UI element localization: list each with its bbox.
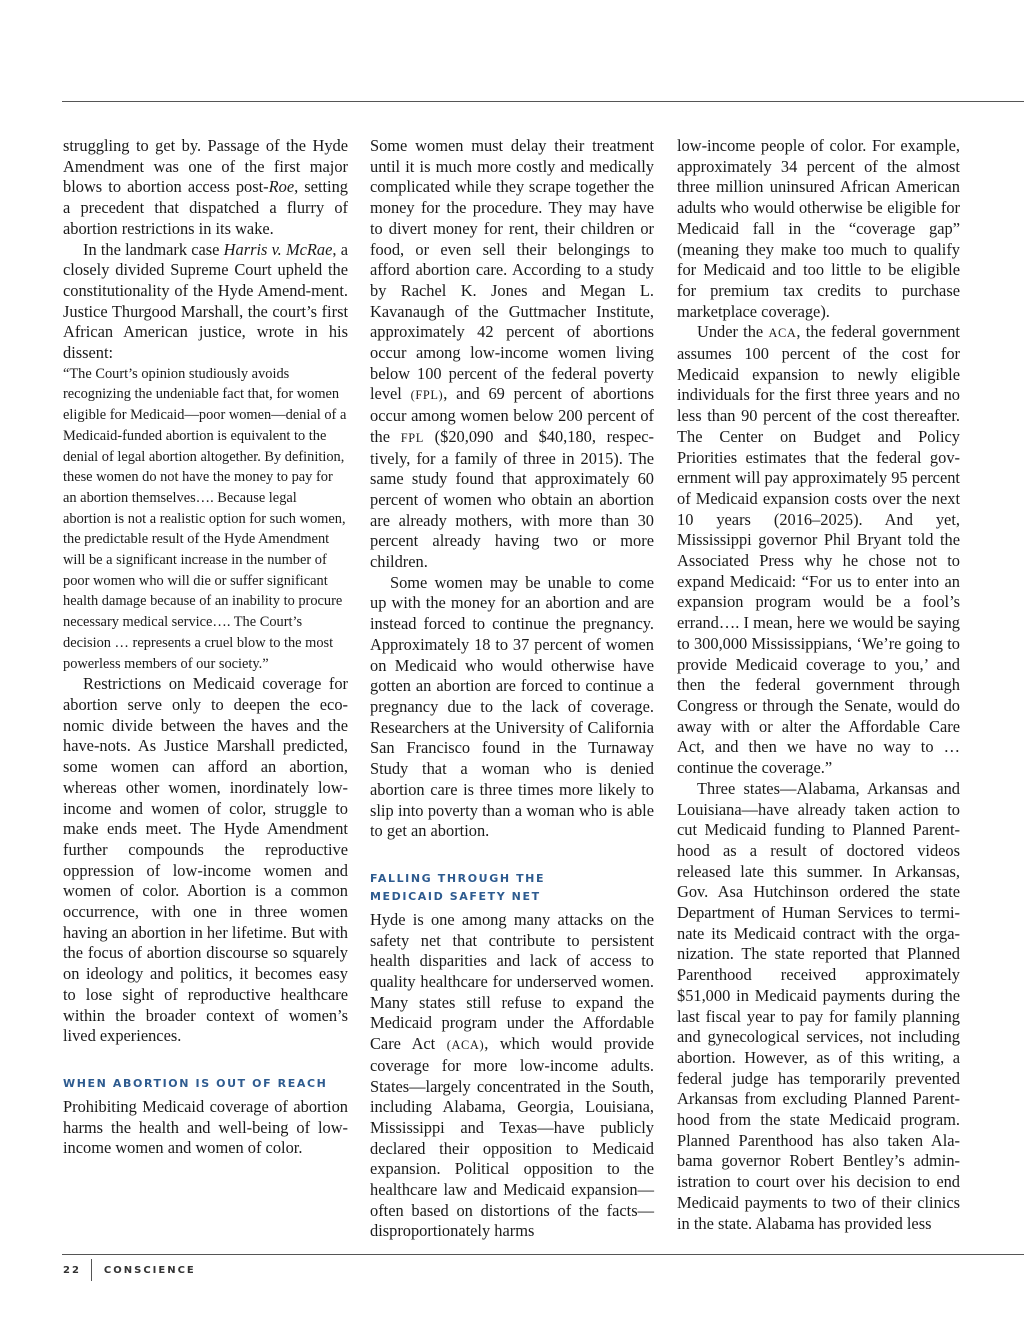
block-quote: “The Court’s opinion studiously avoids recognizing the undeniable fact that, for women eligible for Medicaid—poor women—denial of a Medicaid-funded abortion is equivalent to the denial of legal abortion altogether. By definition, these women do not have the money to pay for an abortion themselves…. Because legal abortion is not a realistic option for such women, the predictable result of the Hyde Amendment will be a significant increase in the number of poor women who will die or suffer significant health damage because of an inability to procure necessary medical service…. The Court’s decision … represents a cruel blow to the most powerless members of our society.”: [63, 365, 347, 672]
paragraph: low-income people of color. For example, approximately 34 percent of the almost three million uninsured African American adults who would otherwise be eligible for Medicaid fall in the “coverage gap” (meaning they make too much to qualify for Medicaid and too little to be eligible for premium tax credits to purchase marketplace coverage).: [677, 136, 960, 321]
header-rule: [62, 101, 1024, 102]
footer-divider: [91, 1259, 92, 1281]
abbreviation: FPL: [400, 430, 424, 445]
paragraph: struggling to get by. Passage of the Hyde Amendment was one of the first major blows to abortion access post-Roe, setting a precedent that dispatched a flurry of abortion restrictions in its wake.: [63, 136, 349, 238]
publication-name: CONSCIENCE: [103, 1264, 196, 1276]
emphasis: Roe: [268, 177, 295, 197]
abbreviation: (FPL): [410, 388, 444, 403]
section-heading: FALLING THROUGH THE MEDICAID SAFETY NET: [370, 871, 546, 903]
paragraph: Hyde is one among many attacks on the safety net that contribute to persistent health disparities and lack of access to quality healthcare for underserved women. Many states still refuse to expand the Medicaid program under the Affordable Care Act (ACA), which would provide coverage for more low-income adults. States—largely concentrated in the South, including Alabama, Georgia, Louisiana, Mississippi and Texas—have publicly declared their opposition to Medicaid expansion. Political opposition to the healthcare law and Medicaid expansion—often based on distortions of the facts—disproportionately harms: [370, 909, 654, 1241]
paragraph: Under the ACA, the federal government assumes 100 percent of the cost for Medicaid expansion to newly eligible individuals for the first three years and no less than 90 percent of the cost thereafter. The Center on Budget and Policy Priorities estimates that the federal government will pay approximately 95 percent of Medicaid expansion costs over the next 10 years (2016–2025). And yet, Mississippi governor Phil Bryant told the Associated Press why he chose not to expand Medicaid: “For us to enter into an expansion program would be a fool’s errand…. I mean, here we would be saying to 300,000 Mississippians, ‘We’re going to provide Medicaid coverage to you,’ and then the federal government through Congress or through the Senate, would do away with or alter the Affordable Care Act, and then we have no way to … continue the coverage.”: [677, 322, 960, 778]
section-heading: WHEN ABORTION IS OUT OF REACH: [63, 1076, 328, 1090]
article-column-1: [63, 136, 348, 1159]
paragraph: Three states—Alabama, Arkansas and Louisiana—have already taken action to cut Medicaid funding to Planned Parenthood as a result of doctored videos released late this summer. In Arkansas, Gov. Asa Hutchinson ordered the state Department of Human Services to terminate its Medicaid contract with the organization. The state reported that Planned Parenthood received approximately $51,000 in Medicaid payments during the last fiscal year to pay for family planning and gynecological services, not including abortion. However, as of this writing, a federal judge has temporarily prevented Arkansas from excluding Planned Parenthood from the state Medicaid program. Planned Parenthood has also taken Alabama governor Robert Bentley’s administration to court over his decision to end Medicaid payments to two of their clinics in the state. Alabama has provided less: [677, 778, 960, 1233]
case-name: Harris v. McRae: [223, 239, 333, 259]
paragraph: Some women must delay their treatment until it is much more costly and medically complicated while they scrape together the money for the procedure. They may have to divert money for rent, their children or food, or even sell their belongings to afford abortion care. According to a study by Rachel K. Jones and Megan L. Kavanaugh of the Guttmacher Institute, approximately 42 percent of abortions occur among low-income women living below 100 percent of the federal poverty level (FPL), and 69 percent of abortions occur among women below 200 percent of the FPL ($20,090 and $40,180, respectively, for a family of three in 2015). The same study found that approximately 60 percent of women who obtain an abortion are already mothers, with more than 30 percent already having two or more children.: [370, 136, 655, 572]
abbreviation: ACA: [768, 326, 797, 341]
paragraph: Prohibiting Medicaid coverage of abortion harms the health and well-being of low-income women and women of color.: [63, 1096, 348, 1158]
paragraph: Some women may be unable to come up with the money for an abortion and are instead forced to continue the pregnancy. Approximately 18 to 37 percent of women on Medicaid who would otherwise have gotten an abortion are forced to continue a pregnancy due to the lack of coverage. Researchers at the University of California San Francisco found in the Turnaway Study that a woman who is denied abortion care is three times more likely to slip into poverty than a woman who is able to get an abortion.: [370, 572, 654, 841]
article-column-2: [370, 136, 654, 1242]
abbreviation: (ACA): [446, 1038, 485, 1053]
article-column-3: [677, 136, 960, 1234]
paragraph: Restrictions on Medicaid coverage for abortion serve only to deepen the economic divide between the haves and the have-nots. As Justice Marshall predicted, some women can afford an abortion, whereas other women, inordinately low-income and women of color, struggle to make ends meet. The Hyde Amendment further compounds the reproductive oppression of low-income women and women of color. Abortion is a common occurrence, with one in three women having an abortion in her lifetime. But with the focus of abortion discourse so squarely on ideology and politics, it becomes easy to lose sight of reproductive healthcare within the broader context of women’s lived experiences.: [63, 674, 348, 1046]
page-footer: [63, 1258, 196, 1282]
page-number: 22: [63, 1264, 81, 1276]
paragraph: In the landmark case Harris v. McRae, a closely divided Supreme Court upheld the constitutionality of the Hyde Amend-ment. Justice Thurgood Marshall, the court’s first African American justice, wrote in his dissent:: [63, 239, 348, 363]
footer-rule: [62, 1254, 1024, 1255]
